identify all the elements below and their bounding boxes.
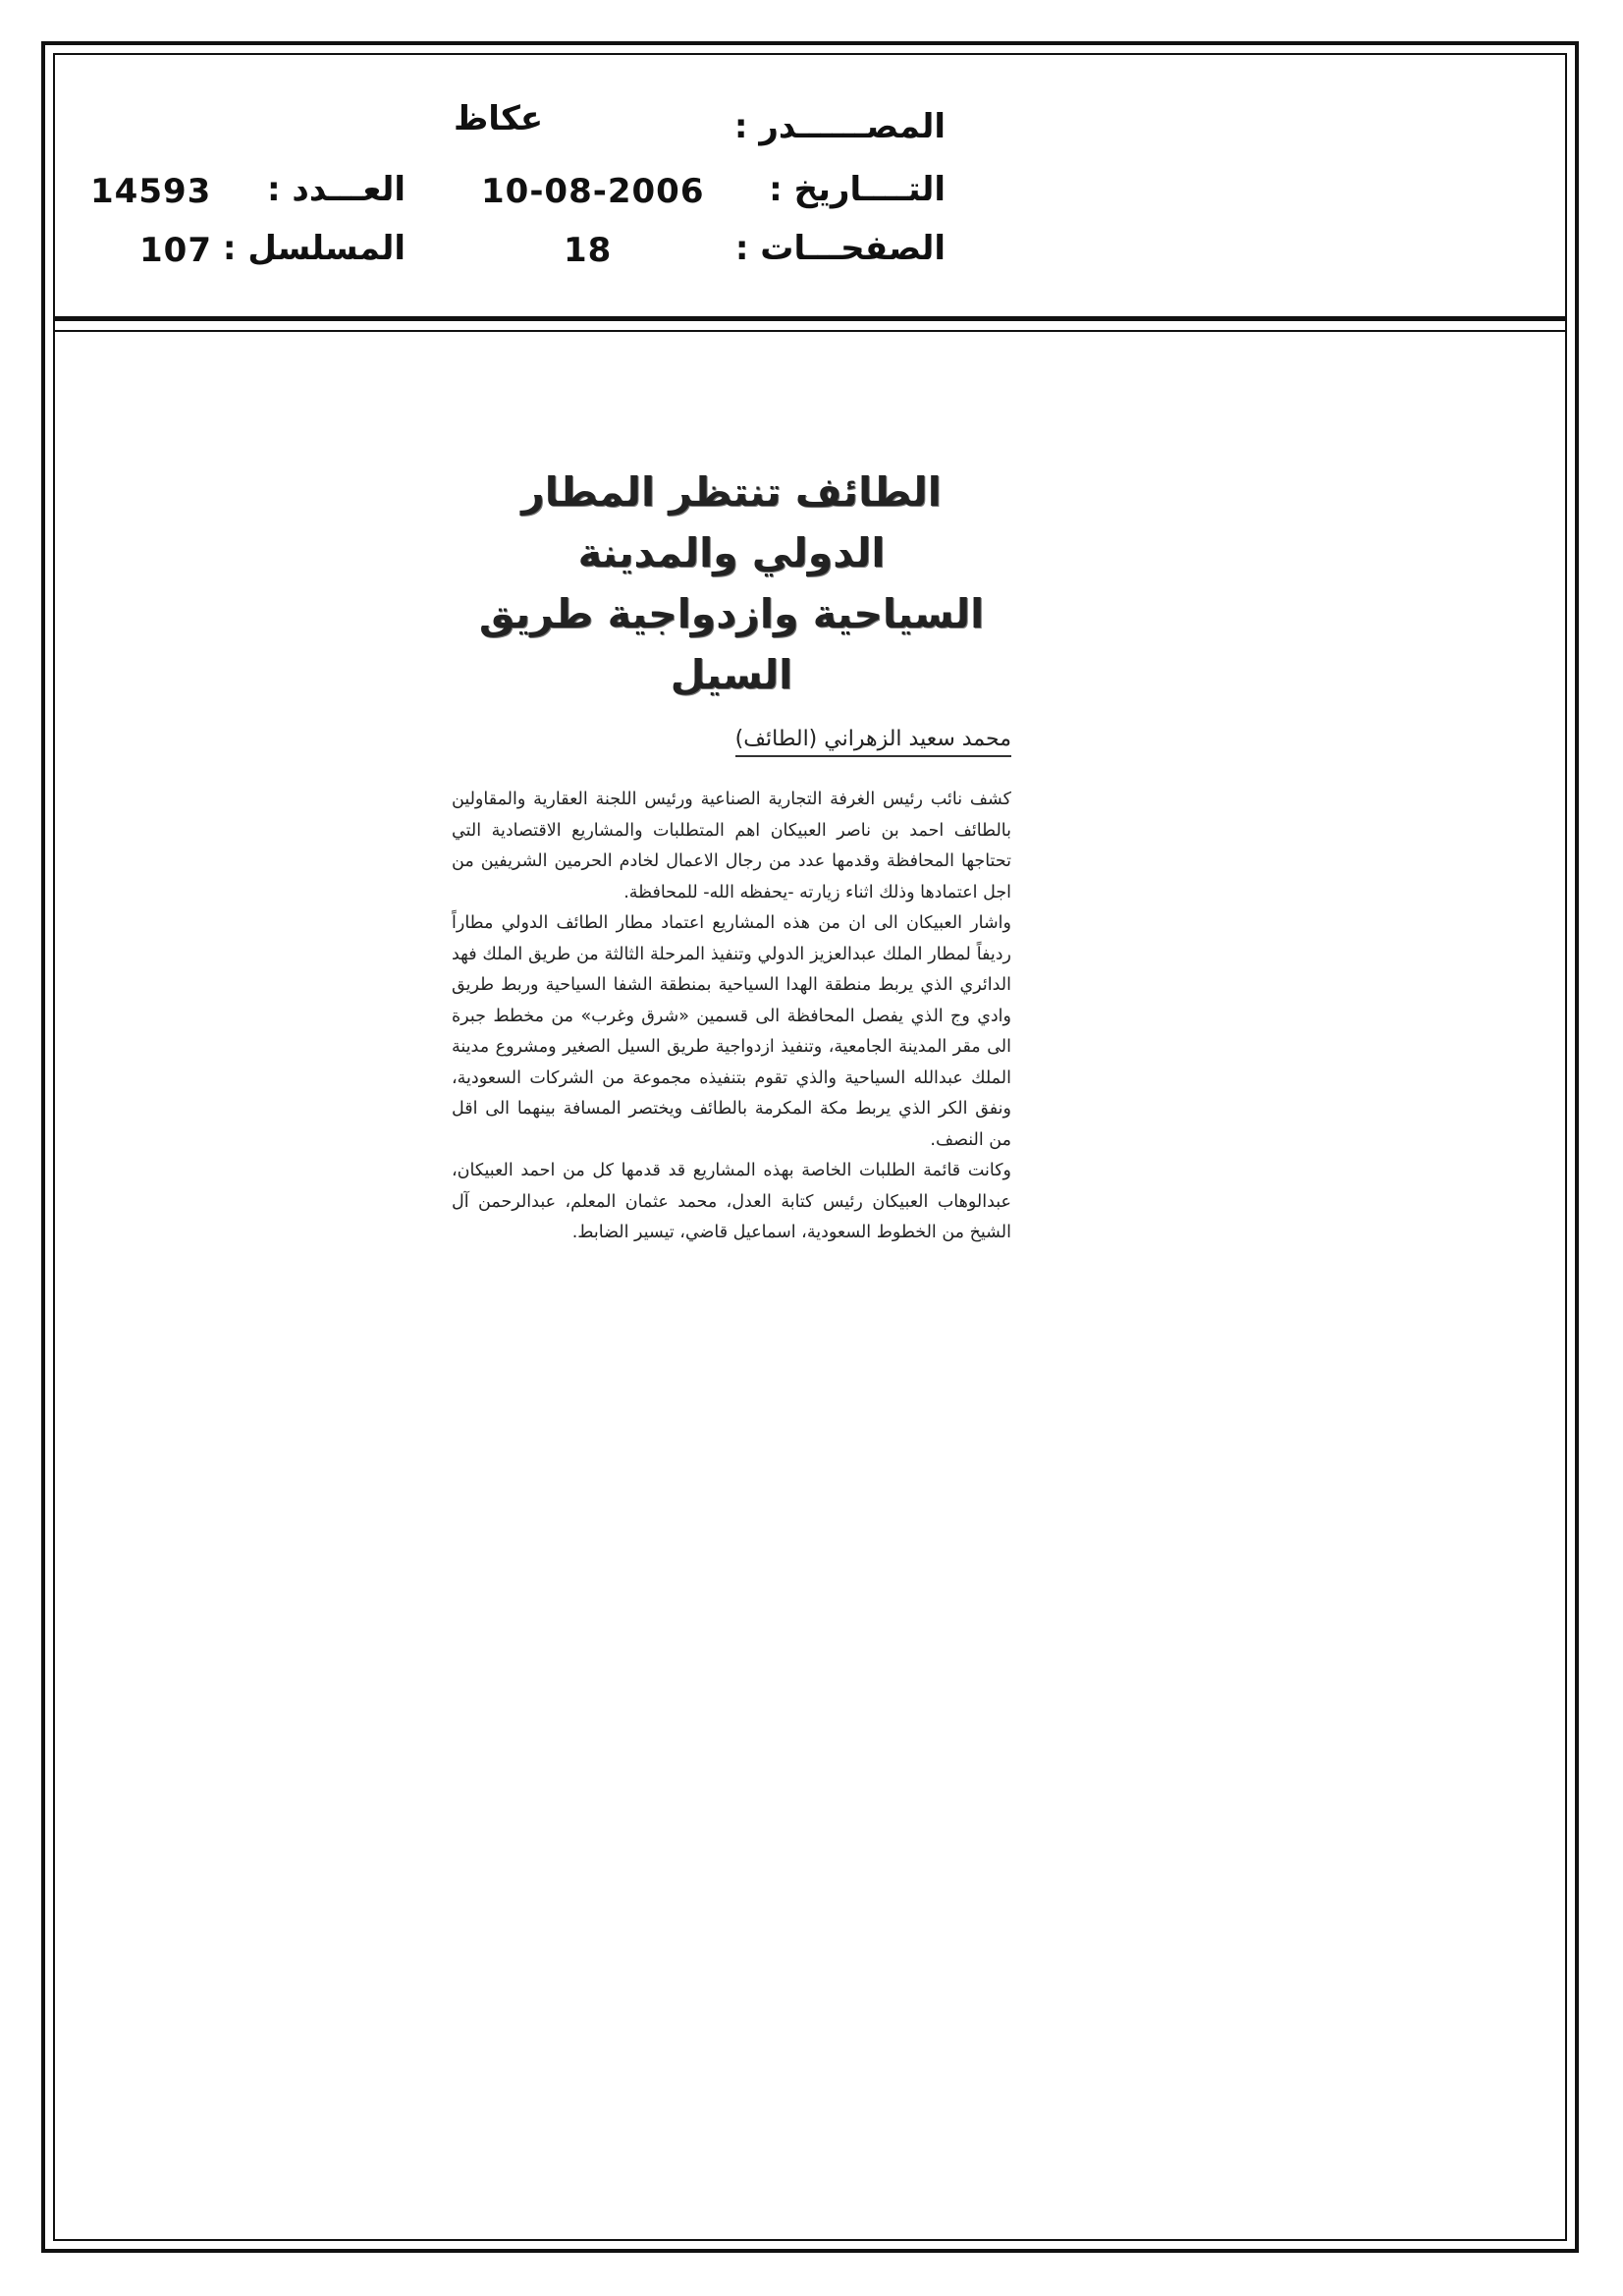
- byline-row: [452, 705, 1011, 757]
- article-headline: [452, 462, 1011, 705]
- article-paragraph-2: واشار العبيكان الى ان من هذه المشاريع اعتماد مطار الطائف الدولي مطاراً رديفاً لمطار الملك عبدالعزيز الدولي وتنفيذ المرحلة الثالثة من طريق الملك فهد الدائري الذي يربط منطقة الهدا السياحية بمنطقة الشفا السياحية وربط طريق وادي وج الذي يفصل المحافظة الى قسمين «شرق وغرب» من مخطط جبرة الى مقر المدينة الجامعية، وتنفيذ ازدواجية طريق السيل الصغير ومشروع مدينة الملك عبدالله السياحية والذي تقوم بتنفيذه مجموعة من الشركات السعودية، ونفق الكر الذي يربط مكة المكرمة بالطائف ويختصر المسافة بينهما الى اقل من النصف.: [452, 913, 1011, 1150]
- headline-line-1: الطائف تنتظر المطار الدولي والمدينة: [521, 468, 942, 576]
- pages-label: الصفحـــات :: [734, 229, 946, 268]
- headline-line-2: السياحية وازدواجية طريق السيل: [478, 590, 985, 698]
- serial-label: المسلسل :: [222, 229, 406, 268]
- article-body: [452, 785, 1011, 1249]
- issue-label: العـــدد :: [267, 170, 406, 209]
- issue-value: 14593: [90, 172, 212, 211]
- article-byline: محمد سعيد الزهراني (الطائف): [735, 727, 1011, 757]
- article-paragraph-3: وكانت قائمة الطلبات الخاصة بهذه المشاريع قد قدمها كل من احمد العبيكان، عبدالوهاب العبيكان رئيس كتابة العدل، محمد عثمان المعلم، عبدالرحمن آل الشيخ من الخطوط السعودية، اسماعيل قاضي، تيسير الضابط.: [452, 1161, 1011, 1242]
- date-value: 10-08-2006: [481, 172, 705, 211]
- article-paragraph-1: كشف نائب رئيس الغرفة التجارية الصناعية ورئيس اللجنة العقارية والمقاولين بالطائف احمد بن ناصر العبيكان اهم المتطلبات والمشاريع الاقتصادية التي تحتاجها المحافظة وقدمها عدد من رجال الاعمال لخادم الحرمين الشريفين من اجل اعتمادها وذلك اثناء زيارته -يحفظه الله- للمحافظة.: [452, 790, 1011, 902]
- serial-value: 107: [139, 231, 212, 270]
- date-label: التــــاريخ :: [769, 170, 946, 209]
- news-article: [452, 462, 1011, 1249]
- header-divider-thin: [53, 330, 1567, 332]
- source-label: المصــــــدر :: [733, 107, 946, 146]
- header-divider: [53, 316, 1567, 321]
- pages-value: 18: [564, 231, 613, 270]
- source-value: عكاظ: [454, 99, 544, 138]
